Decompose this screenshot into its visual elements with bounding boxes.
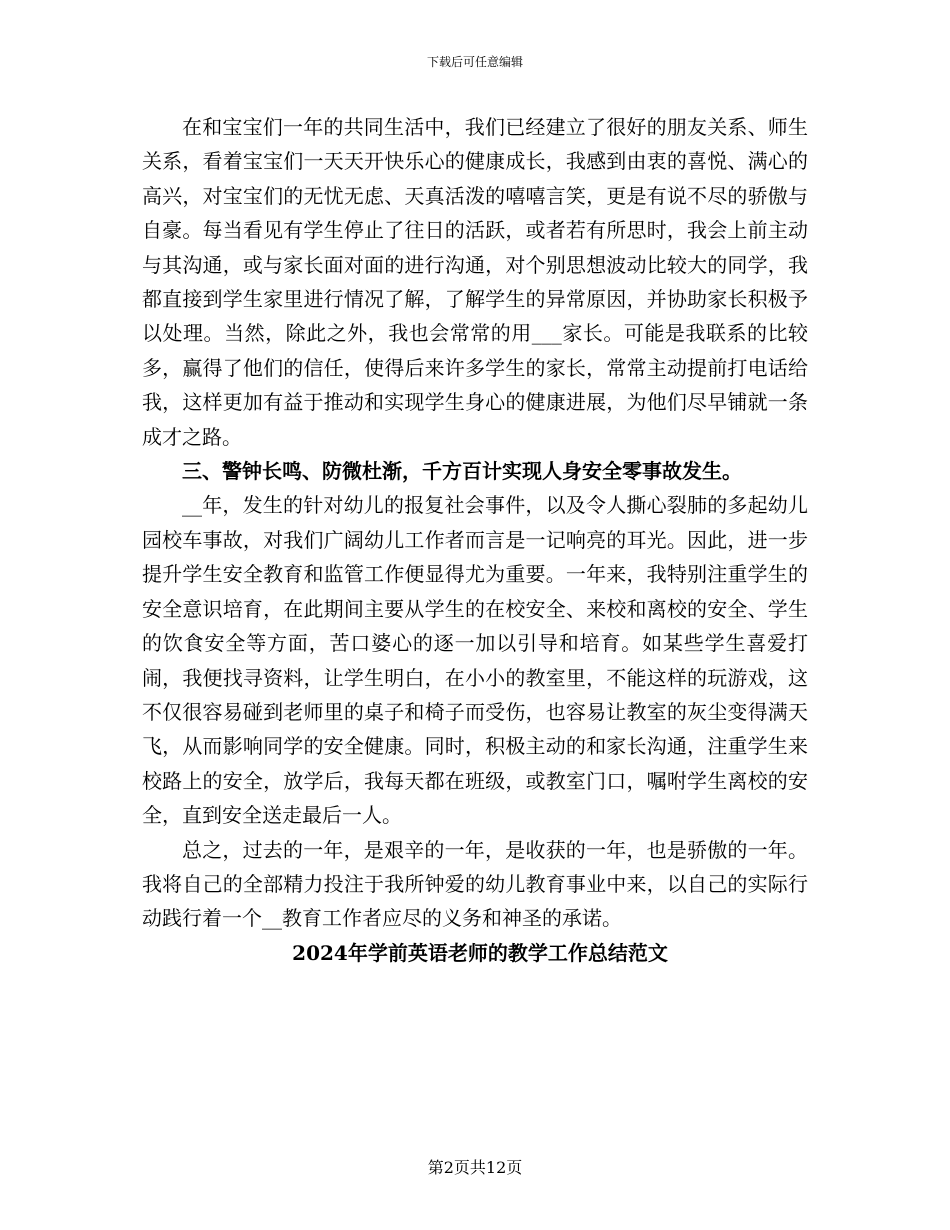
next-document-title: 2024年学前英语老师的教学工作总结范文 — [292, 940, 668, 965]
paragraph-safety-education: __年，发生的针对幼儿的报复社会事件，以及令人撕心裂肺的多起幼儿园校车事故，对我们广阔幼儿工作者而言是一记响亮的耳光。因此，进一步提升学生安全教育和监管工作便显得尤为重要。一年来，我特别注重学生的安全意识培育，在此期间主要从学生的在校安全、来校和离校的安全、学生的饮食安全等方面，苦口婆心的逐一加以引导和培育。如某些学生喜爱打闹，我便找寻资料，让学生明白，在小小的教室里，不能这样的玩游戏，这不仅很容易碰到老师里的桌子和椅子而受伤，也容易让教室的灰尘变得满天飞，从而影响同学的安全健康。同时，积极主动的和家长沟通，注重学生来校路上的安全，放学后，我每天都在班级，或教室门口，嘱咐学生离校的安全，直到安全送走最后一人。 — [142, 493, 808, 828]
section-heading-safety: 三、警钟长鸣、防微杜渐，千方百计实现人身安全零事故发生。 — [182, 459, 742, 484]
paragraph-parent-communication: 在和宝宝们一年的共同生活中，我们已经建立了很好的朋友关系、师生关系，看着宝宝们一天天开快乐心的健康成长，我感到由衷的喜悦、满心的高兴，对宝宝们的无忧无虑、天真活泼的嘻嘻言笑，更是有说不尽的骄傲与自豪。每当看见有学生停止了往日的活跃，或者若有所思时，我会上前主动与其沟通，或与家长面对面的进行沟通，对个别思想波动比较大的同学，我都直接到学生家里进行情况了解，了解学生的异常原因，并协助家长积极予以处理。当然，除此之外，我也会常常的用___家长。可能是我联系的比较多，赢得了他们的信任，使得后来许多学生的家长，常常主动提前打电话给我，这样更加有益于推动和实现学生身心的健康进展，为他们尽早铺就一条成才之路。 — [142, 115, 808, 449]
document-body — [142, 110, 808, 970]
page-header-note: 下载后可任意编辑 — [426, 55, 523, 69]
page-footer-indicator: 第2页共12页 — [427, 1158, 523, 1177]
paragraph-conclusion: 总之，过去的一年，是艰辛的一年，是收获的一年，也是骄傲的一年。我将自己的全部精力投注于我所钟爱的幼儿教育事业中来，以自己的实际行动践行着一个__教育工作者应尽的义务和神圣的承诺。 — [142, 837, 808, 931]
